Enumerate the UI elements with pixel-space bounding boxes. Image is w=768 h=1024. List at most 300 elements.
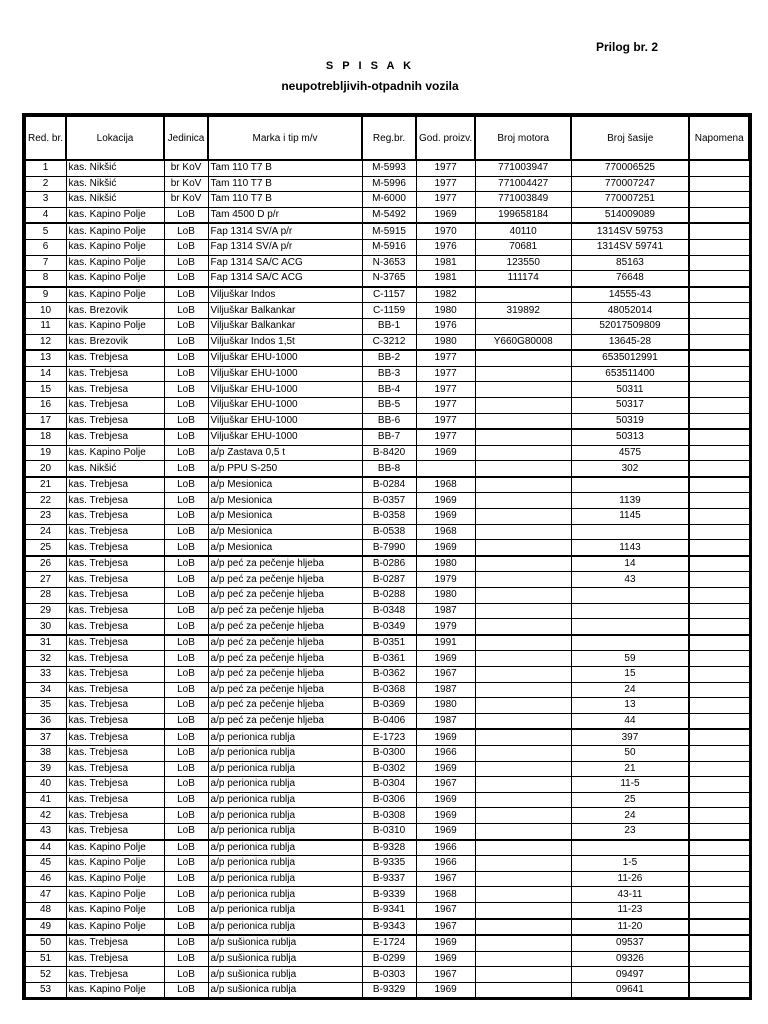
napomena-cell <box>689 255 749 271</box>
broj-motora-cell <box>475 318 571 334</box>
marka-tip-cell: Fap 1314 SV/A p/r <box>208 223 362 239</box>
napomena-cell <box>689 524 749 540</box>
napomena-cell <box>689 207 749 223</box>
lokacija-cell: kas. Nikšić <box>66 176 164 192</box>
marka-tip-cell: a/p peć za pečenje hljeba <box>208 588 362 604</box>
napomena-cell <box>689 397 749 413</box>
marka-tip-cell: a/p peć za pečenje hljeba <box>208 619 362 635</box>
napomena-cell <box>689 887 749 903</box>
broj-motora-cell <box>475 651 571 667</box>
jedinica-cell: LoB <box>164 524 208 540</box>
marka-tip-cell: Viljuškar EHU-1000 <box>208 413 362 429</box>
broj-motora-cell <box>475 461 571 477</box>
red-br-cell: 34 <box>25 682 66 698</box>
marka-tip-cell: a/p PPU S-250 <box>208 461 362 477</box>
broj-sasije-cell: 4575 <box>571 445 689 461</box>
god-proizv-cell <box>416 461 475 477</box>
napomena-cell <box>689 556 749 572</box>
red-br-cell: 44 <box>25 840 66 856</box>
lokacija-cell: kas. Trebjesa <box>66 698 164 714</box>
napomena-cell <box>689 572 749 588</box>
vehicle-list-table <box>24 115 750 998</box>
jedinica-cell: LoB <box>164 698 208 714</box>
jedinica-cell: LoB <box>164 919 208 936</box>
napomena-cell <box>689 271 749 287</box>
reg-br-cell: M-5915 <box>362 223 416 239</box>
red-br-cell: 51 <box>25 951 66 967</box>
napomena-cell <box>689 603 749 619</box>
lokacija-cell: kas. Trebjesa <box>66 713 164 729</box>
red-br-cell: 19 <box>25 445 66 461</box>
god-proizv-cell: 1967 <box>416 902 475 918</box>
reg-br-cell: B-0406 <box>362 713 416 729</box>
table-row <box>25 698 749 714</box>
jedinica-cell: LoB <box>164 445 208 461</box>
reg-br-cell: E-1724 <box>362 935 416 951</box>
napomena-cell <box>689 287 749 303</box>
reg-br-cell: B-0302 <box>362 761 416 777</box>
lokacija-cell: kas. Brezovik <box>66 334 164 350</box>
table-row <box>25 902 749 918</box>
lokacija-cell: kas. Trebjesa <box>66 619 164 635</box>
table-header-row <box>25 116 749 160</box>
reg-br-cell: N-3765 <box>362 271 416 287</box>
broj-motora-cell <box>475 729 571 745</box>
red-br-cell: 5 <box>25 223 66 239</box>
red-br-cell: 48 <box>25 902 66 918</box>
god-proizv-cell: 1969 <box>416 808 475 824</box>
red-br-cell: 18 <box>25 429 66 445</box>
jedinica-cell: LoB <box>164 493 208 509</box>
napomena-cell <box>689 935 749 951</box>
broj-sasije-cell: 13645-28 <box>571 334 689 350</box>
broj-motora-cell <box>475 572 571 588</box>
marka-tip-cell: Fap 1314 SV/A p/r <box>208 239 362 255</box>
broj-sasije-cell: 23 <box>571 823 689 839</box>
broj-motora-cell <box>475 287 571 303</box>
vehicle-list-table-wrapper <box>22 113 752 1000</box>
napomena-cell <box>689 792 749 808</box>
god-proizv-cell: 1977 <box>416 350 475 366</box>
broj-motora-cell <box>475 397 571 413</box>
red-br-cell: 14 <box>25 366 66 382</box>
broj-sasije-cell <box>571 588 689 604</box>
broj-motora-cell <box>475 982 571 998</box>
broj-motora-cell <box>475 967 571 983</box>
broj-sasije-cell: 302 <box>571 461 689 477</box>
reg-br-cell: BB-4 <box>362 382 416 398</box>
red-br-cell: 47 <box>25 887 66 903</box>
red-br-cell: 12 <box>25 334 66 350</box>
lokacija-cell: kas. Trebjesa <box>66 761 164 777</box>
broj-sasije-cell <box>571 603 689 619</box>
lokacija-cell: kas. Trebjesa <box>66 413 164 429</box>
marka-tip-cell: a/p perionica rublja <box>208 856 362 872</box>
reg-br-cell: B-0286 <box>362 556 416 572</box>
red-br-cell: 24 <box>25 524 66 540</box>
marka-tip-cell: Viljuškar EHU-1000 <box>208 350 362 366</box>
marka-tip-cell: a/p peć za pečenje hljeba <box>208 682 362 698</box>
reg-br-cell: BB-5 <box>362 397 416 413</box>
broj-sasije-cell: 24 <box>571 808 689 824</box>
jedinica-cell: LoB <box>164 667 208 683</box>
red-br-cell: 35 <box>25 698 66 714</box>
jedinica-cell: LoB <box>164 271 208 287</box>
table-row <box>25 271 749 287</box>
broj-sasije-cell: 43 <box>571 572 689 588</box>
marka-tip-cell: a/p Mesionica <box>208 524 362 540</box>
reg-br-cell: E-1723 <box>362 729 416 745</box>
red-br-cell: 10 <box>25 303 66 319</box>
god-proizv-cell: 1977 <box>416 413 475 429</box>
marka-tip-cell: Viljuškar EHU-1000 <box>208 382 362 398</box>
reg-br-cell: B-0357 <box>362 493 416 509</box>
table-row <box>25 429 749 445</box>
red-br-cell: 2 <box>25 176 66 192</box>
broj-motora-cell: 199658184 <box>475 207 571 223</box>
red-br-cell: 53 <box>25 982 66 998</box>
marka-tip-cell: a/p perionica rublja <box>208 823 362 839</box>
broj-sasije-cell: 1139 <box>571 493 689 509</box>
jedinica-cell: LoB <box>164 287 208 303</box>
broj-sasije-cell: 09641 <box>571 982 689 998</box>
table-row <box>25 540 749 556</box>
god-proizv-cell: 1977 <box>416 160 475 176</box>
lokacija-cell: kas. Trebjesa <box>66 603 164 619</box>
god-proizv-cell: 1969 <box>416 951 475 967</box>
broj-motora-cell <box>475 887 571 903</box>
table-row <box>25 366 749 382</box>
reg-br-cell: B-9339 <box>362 887 416 903</box>
napomena-cell <box>689 635 749 651</box>
col-header-jedinica: Jedinica <box>164 116 208 160</box>
napomena-cell <box>689 413 749 429</box>
lokacija-cell: kas. Trebjesa <box>66 382 164 398</box>
table-row <box>25 967 749 983</box>
table-row <box>25 160 749 176</box>
napomena-cell <box>689 902 749 918</box>
reg-br-cell: M-5492 <box>362 207 416 223</box>
god-proizv-cell: 1969 <box>416 651 475 667</box>
jedinica-cell: LoB <box>164 572 208 588</box>
napomena-cell <box>689 745 749 761</box>
document-subtitle: neupotrebljivih-otpadnih vozila <box>281 79 459 93</box>
broj-motora-cell <box>475 823 571 839</box>
napomena-cell <box>689 350 749 366</box>
jedinica-cell: LoB <box>164 603 208 619</box>
reg-br-cell: M-5916 <box>362 239 416 255</box>
jedinica-cell: LoB <box>164 461 208 477</box>
marka-tip-cell: a/p sušionica rublja <box>208 935 362 951</box>
broj-motora-cell <box>475 445 571 461</box>
lokacija-cell: kas. Kapino Polje <box>66 255 164 271</box>
napomena-cell <box>689 382 749 398</box>
jedinica-cell: LoB <box>164 397 208 413</box>
jedinica-cell: LoB <box>164 366 208 382</box>
broj-motora-cell: 111174 <box>475 271 571 287</box>
red-br-cell: 20 <box>25 461 66 477</box>
jedinica-cell: br KoV <box>164 192 208 208</box>
broj-sasije-cell: 59 <box>571 651 689 667</box>
attachment-label: Prilog br. 2 <box>595 40 658 54</box>
reg-br-cell: B-0368 <box>362 682 416 698</box>
reg-br-cell: B-0348 <box>362 603 416 619</box>
table-row <box>25 935 749 951</box>
marka-tip-cell: a/p Mesionica <box>208 493 362 509</box>
table-row <box>25 761 749 777</box>
lokacija-cell: kas. Nikšić <box>66 461 164 477</box>
table-row <box>25 382 749 398</box>
marka-tip-cell: a/p perionica rublja <box>208 729 362 745</box>
broj-sasije-cell: 6535012991 <box>571 350 689 366</box>
broj-motora-cell <box>475 603 571 619</box>
broj-motora-cell <box>475 493 571 509</box>
broj-sasije-cell: 50319 <box>571 413 689 429</box>
reg-br-cell: B-8420 <box>362 445 416 461</box>
broj-sasije-cell: 13 <box>571 698 689 714</box>
marka-tip-cell: a/p perionica rublja <box>208 808 362 824</box>
god-proizv-cell: 1967 <box>416 967 475 983</box>
jedinica-cell: LoB <box>164 239 208 255</box>
marka-tip-cell: a/p peć za pečenje hljeba <box>208 556 362 572</box>
reg-br-cell: B-9337 <box>362 871 416 887</box>
broj-sasije-cell: 653511400 <box>571 366 689 382</box>
marka-tip-cell: Tam 110 T7 B <box>208 176 362 192</box>
table-row <box>25 318 749 334</box>
lokacija-cell: kas. Trebjesa <box>66 366 164 382</box>
napomena-cell <box>689 729 749 745</box>
broj-motora-cell <box>475 713 571 729</box>
red-br-cell: 27 <box>25 572 66 588</box>
jedinica-cell: LoB <box>164 840 208 856</box>
reg-br-cell: M-6000 <box>362 192 416 208</box>
broj-motora-cell: 319892 <box>475 303 571 319</box>
napomena-cell <box>689 509 749 525</box>
table-row <box>25 287 749 303</box>
lokacija-cell: kas. Kapino Polje <box>66 856 164 872</box>
table-row <box>25 509 749 525</box>
broj-sasije-cell: 50 <box>571 745 689 761</box>
jedinica-cell: LoB <box>164 823 208 839</box>
marka-tip-cell: Viljuškar Balkankar <box>208 318 362 334</box>
reg-br-cell: B-0284 <box>362 477 416 493</box>
lokacija-cell: kas. Trebjesa <box>66 588 164 604</box>
lokacija-cell: kas. Trebjesa <box>66 477 164 493</box>
reg-br-cell: BB-7 <box>362 429 416 445</box>
jedinica-cell: LoB <box>164 429 208 445</box>
red-br-cell: 6 <box>25 239 66 255</box>
table-row <box>25 572 749 588</box>
table-row <box>25 588 749 604</box>
marka-tip-cell: a/p perionica rublja <box>208 919 362 936</box>
broj-motora-cell: 70681 <box>475 239 571 255</box>
lokacija-cell: kas. Brezovik <box>66 303 164 319</box>
god-proizv-cell: 1966 <box>416 840 475 856</box>
broj-motora-cell <box>475 808 571 824</box>
god-proizv-cell: 1970 <box>416 223 475 239</box>
table-row <box>25 445 749 461</box>
table-row <box>25 303 749 319</box>
god-proizv-cell: 1980 <box>416 334 475 350</box>
broj-motora-cell <box>475 667 571 683</box>
reg-br-cell: B-0306 <box>362 792 416 808</box>
reg-br-cell: BB-1 <box>362 318 416 334</box>
lokacija-cell: kas. Trebjesa <box>66 524 164 540</box>
broj-sasije-cell: 09537 <box>571 935 689 951</box>
napomena-cell <box>689 619 749 635</box>
lokacija-cell: kas. Kapino Polje <box>66 902 164 918</box>
red-br-cell: 29 <box>25 603 66 619</box>
broj-motora-cell: 40110 <box>475 223 571 239</box>
red-br-cell: 46 <box>25 871 66 887</box>
lokacija-cell: kas. Trebjesa <box>66 951 164 967</box>
lokacija-cell: kas. Trebjesa <box>66 745 164 761</box>
marka-tip-cell: a/p sušionica rublja <box>208 982 362 998</box>
reg-br-cell: B-0300 <box>362 745 416 761</box>
god-proizv-cell: 1991 <box>416 635 475 651</box>
reg-br-cell: BB-8 <box>362 461 416 477</box>
lokacija-cell: kas. Trebjesa <box>66 429 164 445</box>
reg-br-cell: B-0299 <box>362 951 416 967</box>
napomena-cell <box>689 840 749 856</box>
broj-motora-cell <box>475 856 571 872</box>
napomena-cell <box>689 982 749 998</box>
red-br-cell: 8 <box>25 271 66 287</box>
jedinica-cell: LoB <box>164 777 208 793</box>
col-header-marka-tip: Marka i tip m/v <box>208 116 362 160</box>
jedinica-cell: LoB <box>164 856 208 872</box>
napomena-cell <box>689 318 749 334</box>
napomena-cell <box>689 823 749 839</box>
broj-sasije-cell: 44 <box>571 713 689 729</box>
broj-motora-cell <box>475 682 571 698</box>
marka-tip-cell: Viljuškar EHU-1000 <box>208 429 362 445</box>
napomena-cell <box>689 366 749 382</box>
marka-tip-cell: a/p Mesionica <box>208 509 362 525</box>
broj-motora-cell: 123550 <box>475 255 571 271</box>
god-proizv-cell: 1967 <box>416 777 475 793</box>
napomena-cell <box>689 540 749 556</box>
lokacija-cell: kas. Nikšić <box>66 160 164 176</box>
broj-motora-cell <box>475 350 571 366</box>
god-proizv-cell: 1967 <box>416 919 475 936</box>
marka-tip-cell: a/p perionica rublja <box>208 745 362 761</box>
god-proizv-cell: 1968 <box>416 477 475 493</box>
jedinica-cell: LoB <box>164 935 208 951</box>
napomena-cell <box>689 239 749 255</box>
marka-tip-cell: a/p perionica rublja <box>208 902 362 918</box>
reg-br-cell: BB-3 <box>362 366 416 382</box>
reg-br-cell: B-9329 <box>362 982 416 998</box>
table-row <box>25 461 749 477</box>
jedinica-cell: LoB <box>164 745 208 761</box>
jedinica-cell: LoB <box>164 509 208 525</box>
broj-sasije-cell: 11-23 <box>571 902 689 918</box>
reg-br-cell: B-0287 <box>362 572 416 588</box>
jedinica-cell: LoB <box>164 871 208 887</box>
god-proizv-cell: 1981 <box>416 255 475 271</box>
jedinica-cell: LoB <box>164 761 208 777</box>
lokacija-cell: kas. Kapino Polje <box>66 223 164 239</box>
lokacija-cell: kas. Trebjesa <box>66 493 164 509</box>
lokacija-cell: kas. Trebjesa <box>66 729 164 745</box>
god-proizv-cell: 1980 <box>416 556 475 572</box>
god-proizv-cell: 1966 <box>416 856 475 872</box>
napomena-cell <box>689 334 749 350</box>
marka-tip-cell: a/p sušionica rublja <box>208 951 362 967</box>
table-row <box>25 823 749 839</box>
reg-br-cell: B-0308 <box>362 808 416 824</box>
napomena-cell <box>689 667 749 683</box>
god-proizv-cell: 1981 <box>416 271 475 287</box>
table-row <box>25 223 749 239</box>
reg-br-cell: B-9343 <box>362 919 416 936</box>
napomena-cell <box>689 223 749 239</box>
napomena-cell <box>689 588 749 604</box>
red-br-cell: 21 <box>25 477 66 493</box>
marka-tip-cell: a/p perionica rublja <box>208 887 362 903</box>
lokacija-cell: kas. Trebjesa <box>66 777 164 793</box>
napomena-cell <box>689 761 749 777</box>
broj-sasije-cell: 770006525 <box>571 160 689 176</box>
napomena-cell <box>689 871 749 887</box>
napomena-cell <box>689 682 749 698</box>
lokacija-cell: kas. Kapino Polje <box>66 239 164 255</box>
table-row <box>25 524 749 540</box>
jedinica-cell: LoB <box>164 223 208 239</box>
jedinica-cell: LoB <box>164 713 208 729</box>
jedinica-cell: LoB <box>164 951 208 967</box>
reg-br-cell: B-0303 <box>362 967 416 983</box>
reg-br-cell: B-0310 <box>362 823 416 839</box>
jedinica-cell: LoB <box>164 729 208 745</box>
lokacija-cell: kas. Trebjesa <box>66 350 164 366</box>
broj-motora-cell <box>475 840 571 856</box>
marka-tip-cell: Viljuškar Indos 1,5t <box>208 334 362 350</box>
god-proizv-cell: 1969 <box>416 493 475 509</box>
jedinica-cell: LoB <box>164 635 208 651</box>
broj-sasije-cell: 14555-43 <box>571 287 689 303</box>
jedinica-cell: LoB <box>164 982 208 998</box>
broj-motora-cell: 771003849 <box>475 192 571 208</box>
napomena-cell <box>689 160 749 176</box>
marka-tip-cell: Viljuškar Balkankar <box>208 303 362 319</box>
lokacija-cell: kas. Trebjesa <box>66 635 164 651</box>
god-proizv-cell: 1977 <box>416 397 475 413</box>
col-header-reg-br: Reg.br. <box>362 116 416 160</box>
broj-sasije-cell: 24 <box>571 682 689 698</box>
broj-motora-cell: 771003947 <box>475 160 571 176</box>
jedinica-cell: LoB <box>164 207 208 223</box>
reg-br-cell: B-9328 <box>362 840 416 856</box>
jedinica-cell: LoB <box>164 303 208 319</box>
red-br-cell: 1 <box>25 160 66 176</box>
red-br-cell: 9 <box>25 287 66 303</box>
god-proizv-cell: 1969 <box>416 445 475 461</box>
reg-br-cell: M-5993 <box>362 160 416 176</box>
table-row <box>25 919 749 936</box>
red-br-cell: 42 <box>25 808 66 824</box>
broj-sasije-cell: 09497 <box>571 967 689 983</box>
marka-tip-cell: a/p perionica rublja <box>208 761 362 777</box>
broj-sasije-cell: 52017509809 <box>571 318 689 334</box>
red-br-cell: 43 <box>25 823 66 839</box>
red-br-cell: 26 <box>25 556 66 572</box>
table-row <box>25 887 749 903</box>
reg-br-cell: C-3212 <box>362 334 416 350</box>
lokacija-cell: kas. Trebjesa <box>66 397 164 413</box>
god-proizv-cell: 1977 <box>416 366 475 382</box>
